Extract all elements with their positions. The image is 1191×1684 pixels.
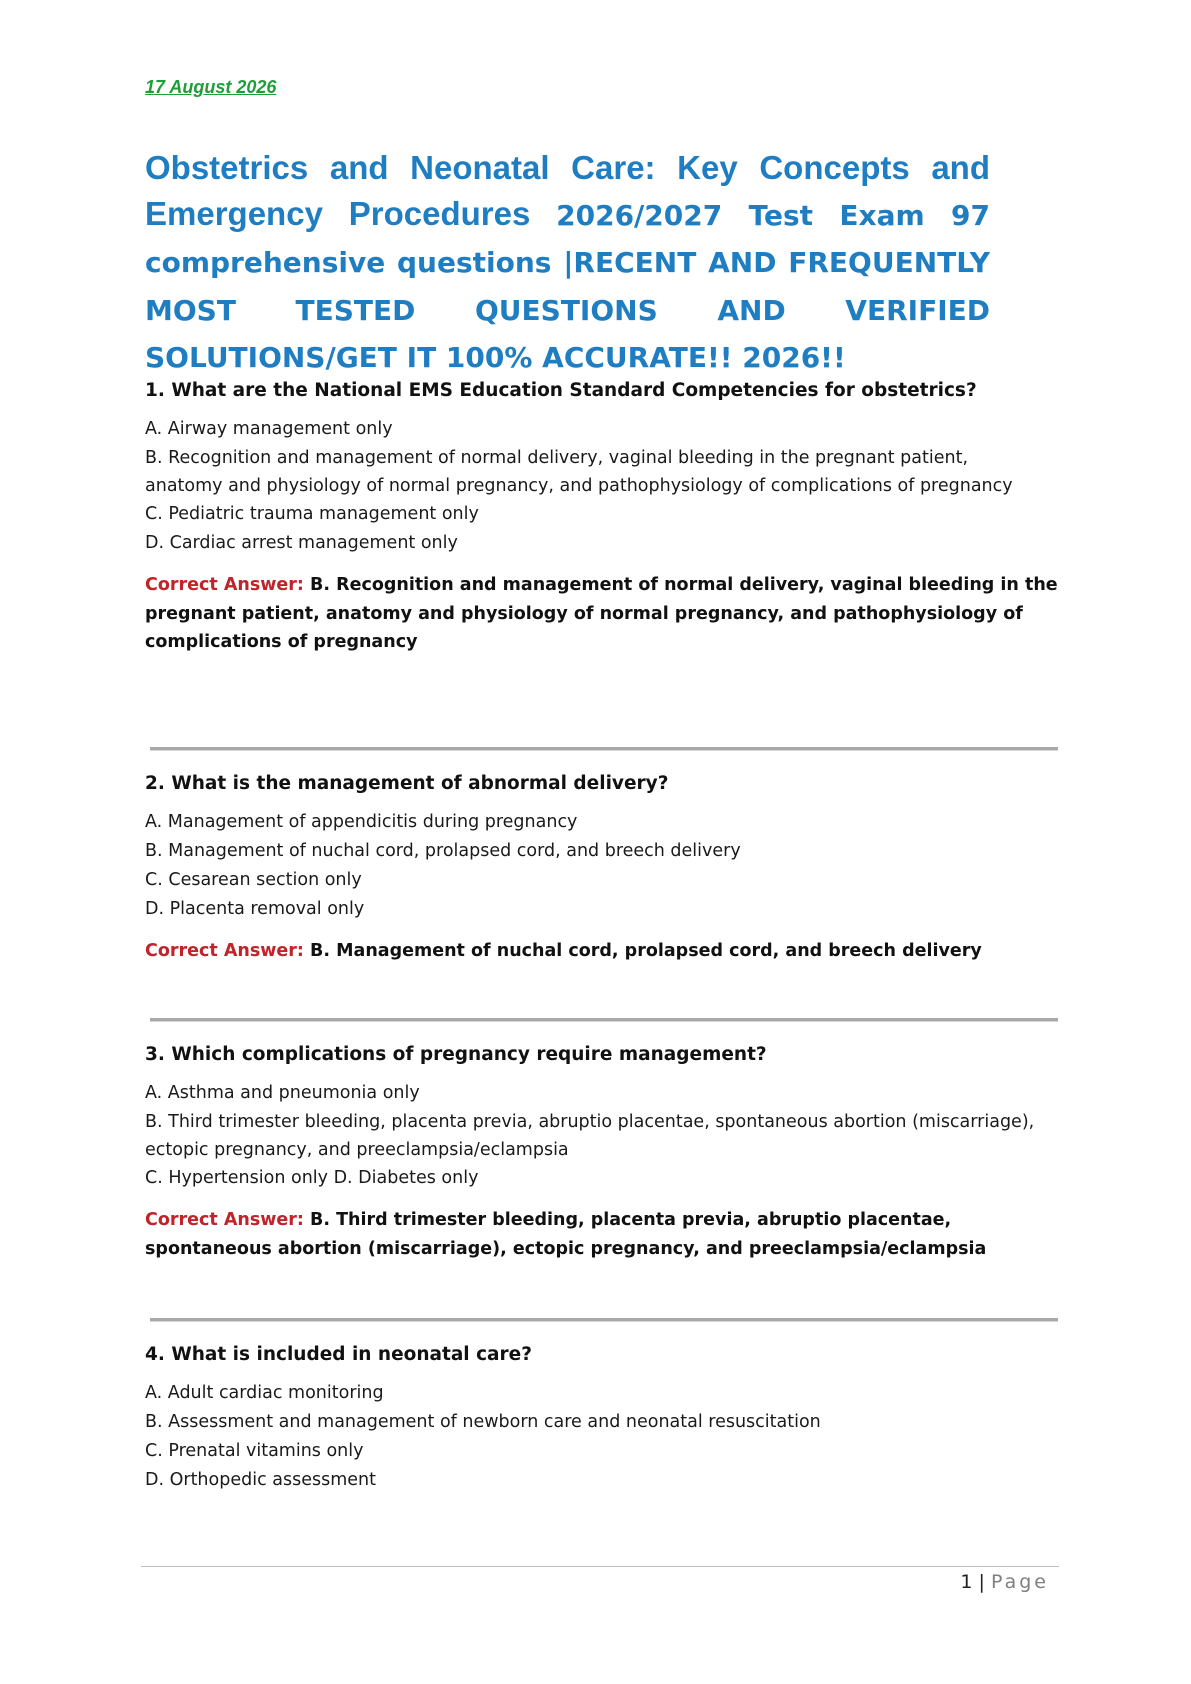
question-2 (0, 772, 1065, 966)
option-b-continued: ectopic pregnancy, and preeclampsia/eclampsia (145, 1140, 569, 1160)
option-b: B. Third trimester bleeding, placenta previa, abruptio placentae, spontaneous abortion (miscarriage), ectopic pregnancy, and preeclampsia/eclampsia (145, 1108, 1065, 1164)
question-divider (150, 747, 1058, 751)
answer-label: Correct Answer: (145, 941, 304, 961)
question-4 (0, 1343, 1065, 1495)
option-d: D. Placenta removal only (145, 899, 365, 919)
option-c: C. Cesarean section only (145, 870, 362, 890)
title-subtitle: 2026/2027 Test Exam 97 comprehensive questions |RECENT AND FREQUENTLY MOST TESTED QUESTIONS AND VERIFIED SOLUTIONS/GET IT 100% ACCURATE!! 2026!! (145, 198, 991, 374)
option-a: A. Adult cardiac monitoring (145, 1383, 384, 1403)
option-d: D. Cardiac arrest management only (145, 533, 458, 553)
option-a: A. Management of appendicitis during pregnancy (145, 812, 578, 832)
question-text: 2. What is the management of abnormal delivery? (145, 773, 669, 794)
option-a: A. Asthma and pneumonia only (145, 1083, 420, 1103)
options-list (145, 415, 1065, 558)
option-a: A. Airway management only (145, 419, 393, 439)
answer-text: B. Third trimester bleeding, placenta previa, abruptio placentae, spontaneous abortion (miscarriage), ectopic pregnancy, and preeclampsia/eclampsia (145, 1210, 987, 1259)
question-divider (150, 1018, 1058, 1022)
answer-label: Correct Answer: (145, 575, 304, 595)
page-number-value: 1 (960, 1571, 973, 1593)
option-b: B. Management of nuchal cord, prolapsed cord, and breech delivery (145, 841, 741, 861)
option-b: B. Assessment and management of newborn care and neonatal resuscitation (145, 1412, 821, 1432)
correct-answer (145, 571, 1065, 657)
page-separator: | (972, 1571, 991, 1593)
page-number (960, 1571, 1049, 1593)
option-b: B. Recognition and management of normal delivery, vaginal bleeding in the pregnant patient, anatomy and physiology of normal pregnancy, and pathophysiology of complications of pregnancy (145, 444, 1065, 500)
document-title (145, 145, 990, 381)
correct-answer (145, 937, 1065, 966)
title-line-2: Emergency Procedures (145, 194, 531, 232)
options-list (145, 808, 1065, 924)
question-text: 4. What is included in neonatal care? (145, 1344, 532, 1365)
option-c: C. Prenatal vitamins only (145, 1441, 364, 1461)
options-list (145, 1079, 1065, 1193)
option-c: C. Hypertension only D. Diabetes only (145, 1168, 479, 1188)
answer-label: Correct Answer: (145, 1210, 304, 1230)
title-line-1: Obstetrics and Neonatal Care: Key Concepts and (145, 149, 990, 186)
option-b-continued: anatomy and physiology of normal pregnancy, and pathophysiology of complications of pregnancy (145, 476, 1013, 496)
correct-answer (145, 1206, 1065, 1263)
options-list (145, 1379, 1065, 1495)
option-d: D. Orthopedic assessment (145, 1470, 376, 1490)
page-label: Page (991, 1571, 1049, 1593)
question-1 (0, 379, 1065, 657)
footer-divider (141, 1566, 1059, 1567)
option-c: C. Pediatric trauma management only (145, 504, 479, 524)
question-text: 3. Which complications of pregnancy require management? (145, 1044, 767, 1065)
question-text: 1. What are the National EMS Education Standard Competencies for obstetrics? (145, 380, 977, 401)
question-3 (0, 1043, 1065, 1263)
answer-text: B. Management of nuchal cord, prolapsed cord, and breech delivery (310, 941, 982, 961)
answer-text: B. Recognition and management of normal delivery, vaginal bleeding in the pregnant patient, anatomy and physiology of normal pregnancy, and pathophysiology of complications of pregnancy (145, 575, 1058, 652)
question-divider (150, 1318, 1058, 1322)
document-date: 17 August 2026 (145, 77, 277, 97)
